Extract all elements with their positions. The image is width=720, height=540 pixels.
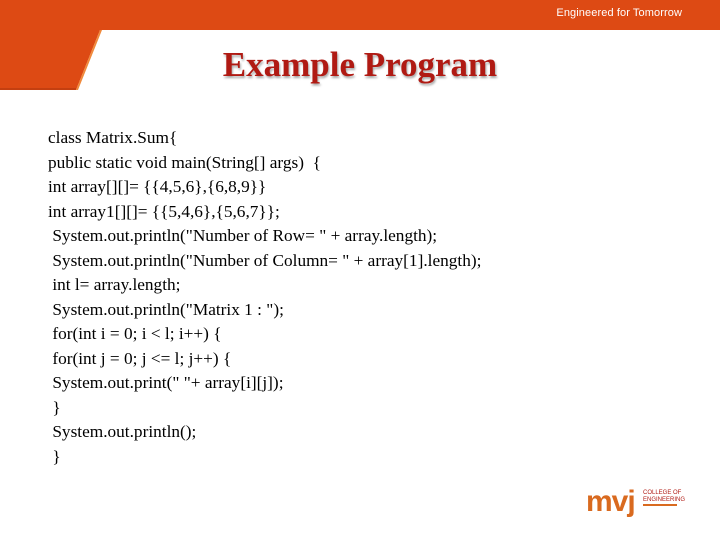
code-listing	[48, 126, 481, 469]
code-line: System.out.println("Matrix 1 : ");	[48, 299, 284, 319]
mvj-logo	[586, 486, 692, 526]
code-line: for(int j = 0; j <= l; j++) {	[48, 348, 232, 368]
slide-title: Example Program	[222, 45, 498, 84]
code-line: int array[][]= {{4,5,6},{6,8,9}}	[48, 177, 267, 196]
header-tagline: Engineered for Tomorrow	[556, 7, 682, 19]
code-line: public static void main(String[] args) {	[48, 152, 321, 172]
logo-brand-text: mvj	[586, 485, 635, 518]
logo-underline	[643, 504, 677, 506]
code-line: int l= array.length;	[48, 275, 181, 294]
code-line: System.out.print(" "+ array[i][j]);	[48, 373, 284, 392]
code-line: System.out.println("Number of Column= " + array[1].length);	[48, 250, 482, 270]
code-line: }	[48, 446, 61, 466]
code-line: System.out.println("Number of Row= " + array.length);	[48, 226, 438, 245]
code-line: for(int i = 0; i < l; i++) {	[48, 324, 222, 343]
code-line: class Matrix.Sum{	[48, 128, 178, 147]
code-line: }	[48, 397, 61, 417]
code-line: System.out.println();	[48, 422, 197, 441]
logo-line-college: COLLEGE OF	[643, 490, 682, 496]
code-line: int array1[][]= {{5,4,6},{5,6,7}};	[48, 201, 280, 221]
logo-line-engineering: ENGINEERING	[643, 497, 686, 503]
